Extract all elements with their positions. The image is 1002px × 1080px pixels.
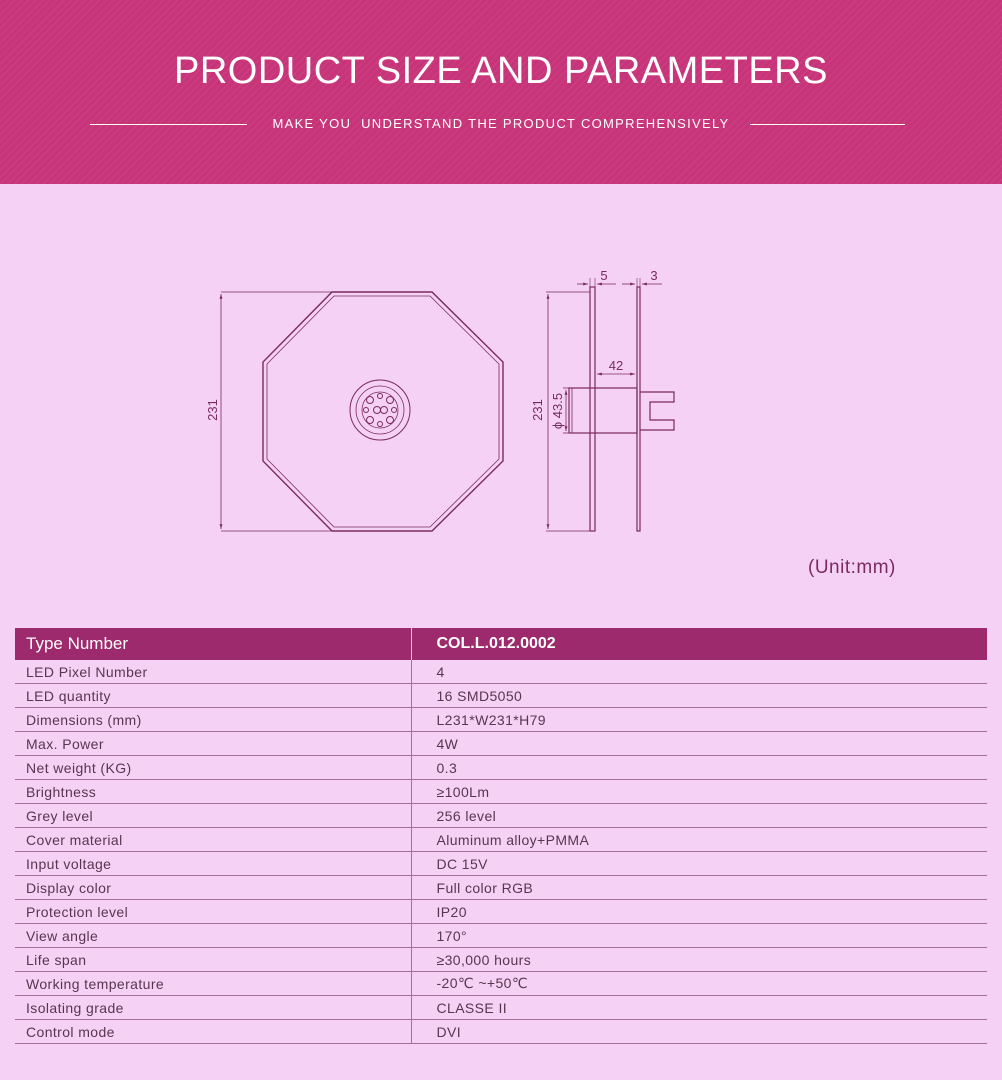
dimension-drawing [0, 184, 1002, 604]
table-header-row [15, 628, 987, 660]
row-label: View angle [15, 924, 411, 948]
table-row [15, 804, 987, 828]
row-label: Life span [15, 948, 411, 972]
mount-bracket [640, 392, 674, 430]
row-value: 4W [411, 732, 987, 756]
page-title: PRODUCT SIZE AND PARAMETERS [174, 50, 828, 92]
row-value: DVI [411, 1020, 987, 1044]
type-number-label: Type Number [15, 628, 411, 660]
table-row [15, 852, 987, 876]
row-label: Max. Power [15, 732, 411, 756]
row-label: Control mode [15, 1020, 411, 1044]
table-row [15, 876, 987, 900]
row-value: 170° [411, 924, 987, 948]
unit-label: (Unit:mm) [808, 557, 896, 578]
row-label: Isolating grade [15, 996, 411, 1020]
table-row [15, 756, 987, 780]
table-row [15, 996, 987, 1020]
row-value: 256 level [411, 804, 987, 828]
row-value: L231*W231*H79 [411, 708, 987, 732]
octagon-outline [263, 292, 503, 531]
thickness-b-label: 3 [650, 268, 658, 283]
thickness-a-label: 5 [600, 268, 608, 283]
row-value: Aluminum alloy+PMMA [411, 828, 987, 852]
depth-label: 42 [608, 358, 624, 373]
row-label: LED Pixel Number [15, 660, 411, 684]
row-label: Dimensions (mm) [15, 708, 411, 732]
table-row [15, 780, 987, 804]
side-view [546, 278, 674, 531]
row-value: IP20 [411, 900, 987, 924]
spec-table [15, 628, 987, 1044]
table-row [15, 828, 987, 852]
led-icon [367, 397, 374, 404]
row-label: Protection level [15, 900, 411, 924]
row-label: Net weight (KG) [15, 756, 411, 780]
front-view [221, 292, 503, 531]
row-value: DC 15V [411, 852, 987, 876]
type-number-value: COL.L.012.0002 [411, 628, 987, 660]
row-value: ≥100Lm [411, 780, 987, 804]
table-row [15, 1020, 987, 1044]
header-banner [0, 0, 1002, 184]
front-plate [590, 287, 595, 531]
row-value: 4 [411, 660, 987, 684]
row-label: Input voltage [15, 852, 411, 876]
row-label: Grey level [15, 804, 411, 828]
page-subtitle: MAKE YOU UNDERSTAND THE PRODUCT COMPREHENSIVELY [272, 116, 730, 131]
table-row [15, 948, 987, 972]
row-label: Cover material [15, 828, 411, 852]
table-row [15, 924, 987, 948]
row-value: ≥30,000 hours [411, 948, 987, 972]
row-value: 16 SMD5050 [411, 684, 987, 708]
subtitle-divider-right [750, 124, 905, 125]
row-label: Display color [15, 876, 411, 900]
row-value: 0.3 [411, 756, 987, 780]
row-label: LED quantity [15, 684, 411, 708]
row-label: Brightness [15, 780, 411, 804]
front-height-label: 231 [205, 399, 220, 421]
side-height-label: 231 [530, 399, 545, 421]
row-value: -20℃ ~+50℃ [411, 972, 987, 996]
table-row [15, 732, 987, 756]
table-row [15, 660, 987, 684]
diameter-label: ϕ 43.5 [550, 392, 565, 430]
row-value: Full color RGB [411, 876, 987, 900]
table-row [15, 972, 987, 996]
table-row [15, 684, 987, 708]
mount-body [569, 388, 637, 433]
octagon-inner-outline [267, 296, 499, 527]
row-label: Working temperature [15, 972, 411, 996]
table-row [15, 900, 987, 924]
table-row [15, 708, 987, 732]
row-value: CLASSE II [411, 996, 987, 1020]
